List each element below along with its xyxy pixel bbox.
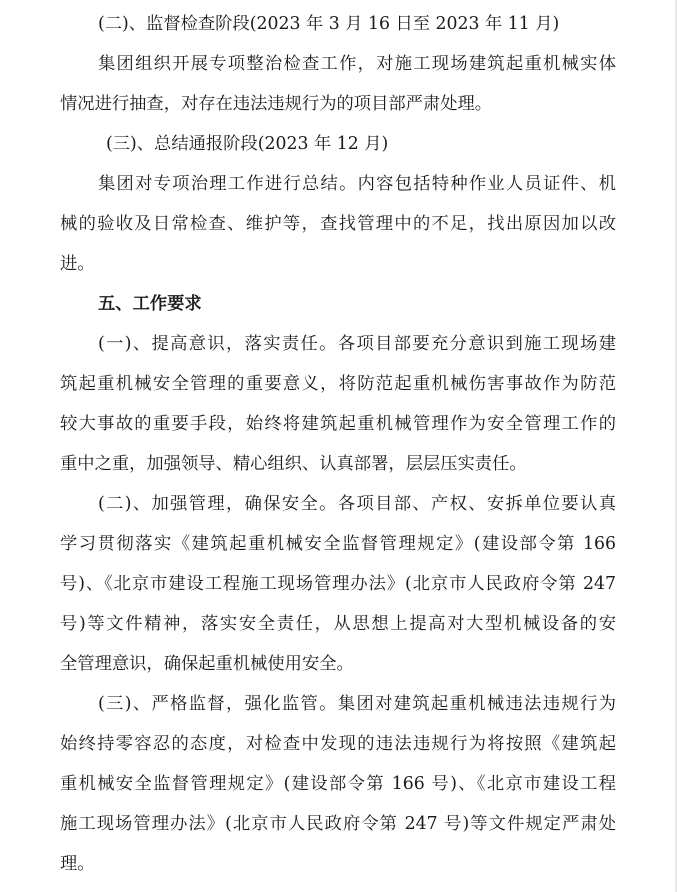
paragraph-line: 较大事故的重要手段，始终将建筑起重机械管理作为安全管理工作的 xyxy=(60,414,616,434)
paragraph-line: 学习贯彻落实《建筑起重机械安全监督管理规定》(建设部令第 166 xyxy=(60,534,616,554)
paragraph-line: (三)、严格监督，强化监管。集团对建筑起重机械违法违规行为 xyxy=(98,694,616,714)
paragraph-line: 始终持零容忍的态度，对检查中发现的违法违规行为将按照《建筑起 xyxy=(60,734,616,754)
paragraph-line: 重中之重，加强领导、精心组织、认真部署，层层压实责任。 xyxy=(60,454,527,474)
paragraph-line: 重机械安全监督管理规定》(建设部令第 166 号)、《北京市建设工程 xyxy=(60,774,616,794)
paragraph-line: (二)、加强管理，确保安全。各项目部、产权、安拆单位要认真 xyxy=(98,494,616,514)
paragraph-line: 集团组织开展专项整治检查工作，对施工现场建筑起重机械实体 xyxy=(98,54,616,74)
document-page xyxy=(60,4,616,884)
paragraph-line: 集团对专项治理工作进行总结。内容包括特种作业人员证件、机 xyxy=(98,174,616,194)
paragraph-line: 械的验收及日常检查、维护等，查找管理中的不足，找出原因加以改 xyxy=(60,214,616,234)
paragraph-line: 施工现场管理办法》(北京市人民政府令第 247 号)等文件规定严肃处 xyxy=(60,814,616,834)
subheading-supervision-stage: (二)、监督检查阶段(2023 年 3 月 16 日至 2023 年 11 月) xyxy=(98,14,560,34)
subheading-summary-stage: (三)、总结通报阶段(2023 年 12 月) xyxy=(106,134,389,154)
paragraph-line: 号)、《北京市建设工程施工现场管理办法》(北京市人民政府令第 247 xyxy=(60,574,616,594)
paragraph-line: 号)等文件精神，落实安全责任，从思想上提高对大型机械设备的安 xyxy=(60,614,616,634)
paragraph-line: 全管理意识，确保起重机械使用安全。 xyxy=(60,654,354,674)
paragraph-line: (一)、提高意识，落实责任。各项目部要充分意识到施工现场建 xyxy=(98,334,616,354)
section-heading-work-requirements: 五、工作要求 xyxy=(98,294,202,314)
paragraph-line: 情况进行抽查，对存在违法违规行为的项目部严肃处理。 xyxy=(60,94,493,114)
paragraph-line: 进。 xyxy=(60,254,95,274)
paragraph-line: 筑起重机械安全管理的重要意义，将防范起重机械伤害事故作为防范 xyxy=(60,374,616,394)
paragraph-line: 理。 xyxy=(60,854,95,874)
